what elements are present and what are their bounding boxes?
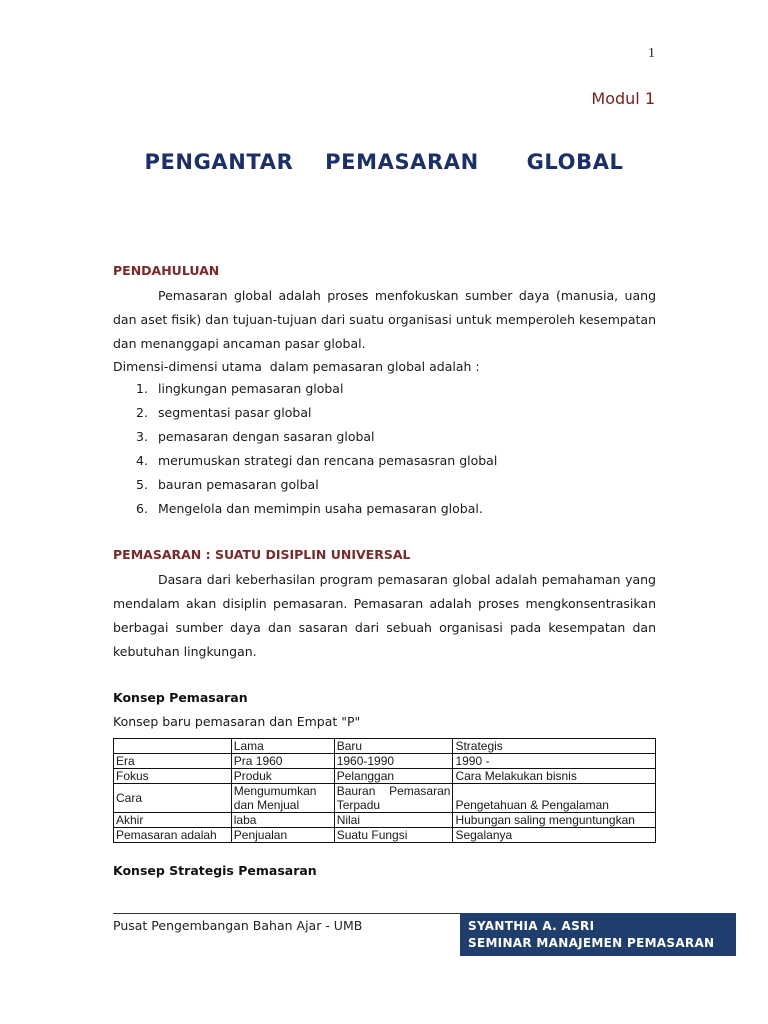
table-cell: Cara	[114, 784, 232, 813]
table-cell: Segalanya	[453, 828, 656, 843]
table-cell: Penjualan	[231, 828, 334, 843]
table-row	[114, 828, 656, 843]
table-cell: Pengetahuan & Pengalaman	[453, 784, 656, 813]
footer-author: SYANTHIA A. ASRI	[468, 919, 595, 933]
table-header-cell	[114, 739, 232, 754]
page-number: 1	[648, 46, 655, 61]
table-cell: Pemasaran adalah	[114, 828, 232, 843]
dimensions-intro: Dimensi-dimensi utama dalam pemasaran global adalah :	[113, 359, 480, 374]
empat-p-table	[113, 738, 656, 843]
list-item: 3. pemasaran dengan sasaran global	[136, 429, 375, 444]
table-row	[114, 784, 656, 813]
table-cell: 1990 -	[453, 754, 656, 769]
table-cell: laba	[231, 813, 334, 828]
module-label: Modul 1	[591, 89, 655, 108]
table-header-cell: Lama	[231, 739, 334, 754]
table-caption: Konsep baru pemasaran dan Empat "P"	[113, 714, 361, 729]
footer-publisher: Pusat Pengembangan Bahan Ajar - UMB	[113, 918, 363, 933]
list-item: 4. merumuskan strategi dan rencana pemasasran global	[136, 453, 498, 468]
table-row	[114, 754, 656, 769]
table-cell: Fokus	[114, 769, 232, 784]
disiplin-paragraph: Dasara dari keberhasilan program pemasaran global adalah pemahaman yang mendalam akan disiplin pemasaran. Pemasaran adalah proses mengkonsentrasikan berbagai sumber daya dan sasaran dari sebuah organisasi pada kesempatan dan kebutuhan lingkungan.	[113, 572, 656, 659]
page-title: PENGANTAR PEMASARAN GLOBAL	[144, 150, 624, 174]
table-cell: 1960-1990	[334, 754, 453, 769]
table-header-cell: Strategis	[453, 739, 656, 754]
table-cell: Bauran Pemasaran Terpadu	[334, 784, 453, 813]
list-item: 2. segmentasi pasar global	[136, 405, 312, 420]
table-row	[114, 769, 656, 784]
table-cell: Mengumumkan dan Menjual	[231, 784, 334, 813]
table-cell: Suatu Fungsi	[334, 828, 453, 843]
table-cell: Nilai	[334, 813, 453, 828]
table-cell: Hubungan saling menguntungkan	[453, 813, 656, 828]
table-cell: Pra 1960	[231, 754, 334, 769]
table-cell: Akhir	[114, 813, 232, 828]
section-heading-pendahuluan: PENDAHULUAN	[113, 263, 220, 278]
table-cell: Produk	[231, 769, 334, 784]
footer-divider	[113, 913, 460, 914]
table-cell: Cara Melakukan bisnis	[453, 769, 656, 784]
footer-author-box	[460, 913, 736, 956]
konsep-heading: Konsep Pemasaran	[113, 690, 248, 705]
list-item: 5. bauran pemasaran golbal	[136, 477, 319, 492]
footer-course: SEMINAR MANAJEMEN PEMASARAN	[468, 936, 715, 950]
dimensions-list	[136, 377, 656, 521]
list-item: 1. lingkungan pemasaran global	[136, 381, 344, 396]
list-item: 6. Mengelola dan memimpin usaha pemasaran global.	[136, 501, 483, 516]
table-cell: Pelanggan	[334, 769, 453, 784]
section-heading-disiplin: PEMASARAN : SUATU DISIPLIN UNIVERSAL	[113, 547, 411, 562]
intro-paragraph: Pemasaran global adalah proses menfokuskan sumber daya (manusia, uang dan aset fisik) dan tujuan-tujuan dari suatu organisasi untuk memperoleh kesempatan dan menanggapi ancaman pasar global.	[113, 288, 656, 351]
table-row	[114, 813, 656, 828]
table-header-cell: Baru	[334, 739, 453, 754]
konsep-strategis-heading: Konsep Strategis Pemasaran	[113, 863, 317, 878]
table-cell: Era	[114, 754, 232, 769]
table-header-row	[114, 739, 656, 754]
